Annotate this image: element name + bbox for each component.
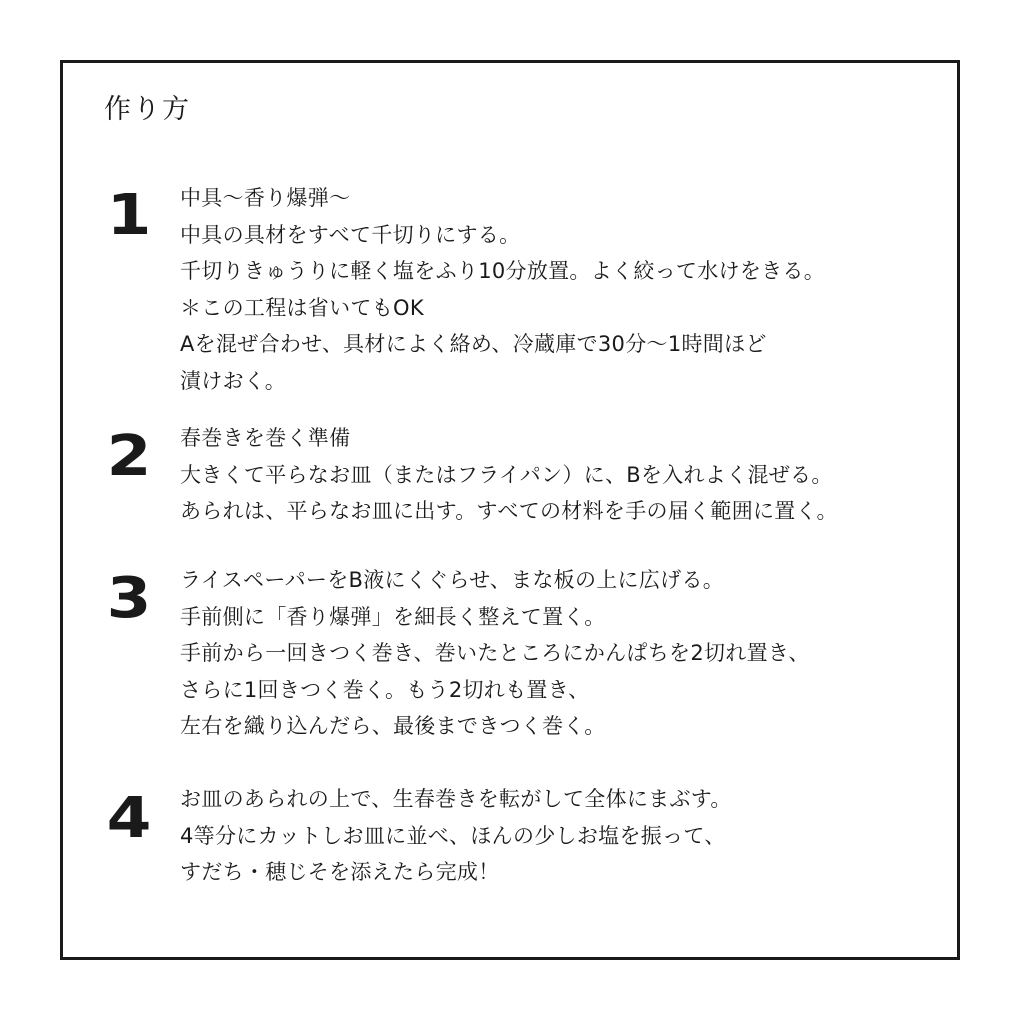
step-line: 左右を織り込んだら、最後まできつく巻く。 [180, 714, 606, 738]
step-line: すだち・穂じそを添えたら完成！ [180, 860, 500, 884]
step-line: ＊この工程は省いてもOK [180, 295, 424, 320]
step-line: 中具〜香り爆弾〜 [180, 186, 351, 210]
step-number: 3 [106, 566, 152, 631]
step-line: 千切りきゅうりに軽く塩をふり10分放置。よく絞って水けをきる。 [180, 259, 826, 283]
step-line: 4等分にカットしお皿に並べ、ほんの少しお塩を振って、 [180, 823, 726, 848]
step-line: 手前から一回きつく巻き、巻いたところにかんぱちを2切れ置き、 [180, 641, 810, 665]
step-line: さらに1回きつく巻く。もう2切れも置き、 [180, 677, 590, 702]
step-line: 大きくて平らなお皿（またはフライパン）に、Bを入れよく混ぜる。 [180, 462, 833, 487]
page-title: 作り方 [104, 94, 191, 125]
step-number: 1 [106, 183, 152, 248]
step-text [180, 781, 732, 891]
step-line: 春巻きを巻く準備 [180, 426, 351, 450]
step-line: 手前側に「香り爆弾」を細長く整えて置く。 [180, 604, 606, 629]
step-line: あられは、平らなお皿に出す。すべての材料を手の届く範囲に置く。 [180, 499, 838, 523]
step-text [180, 562, 810, 745]
step-number: 2 [106, 424, 152, 489]
step-line: 中具の具材をすべて千切りにする。 [180, 222, 521, 247]
step-number: 4 [106, 786, 152, 851]
step-line: Aを混ぜ合わせ、具材によく絡め、冷蔵庫で30分〜1時間ほど [180, 332, 767, 356]
step-line: ライスペーパーをB液にくぐらせ、まな板の上に広げる。 [180, 568, 725, 592]
step-text [180, 420, 838, 530]
step-line: 漬けおく。 [180, 368, 287, 393]
step-text [180, 180, 825, 399]
step-line: お皿のあられの上で、生春巻きを転がして全体にまぶす。 [180, 787, 732, 811]
